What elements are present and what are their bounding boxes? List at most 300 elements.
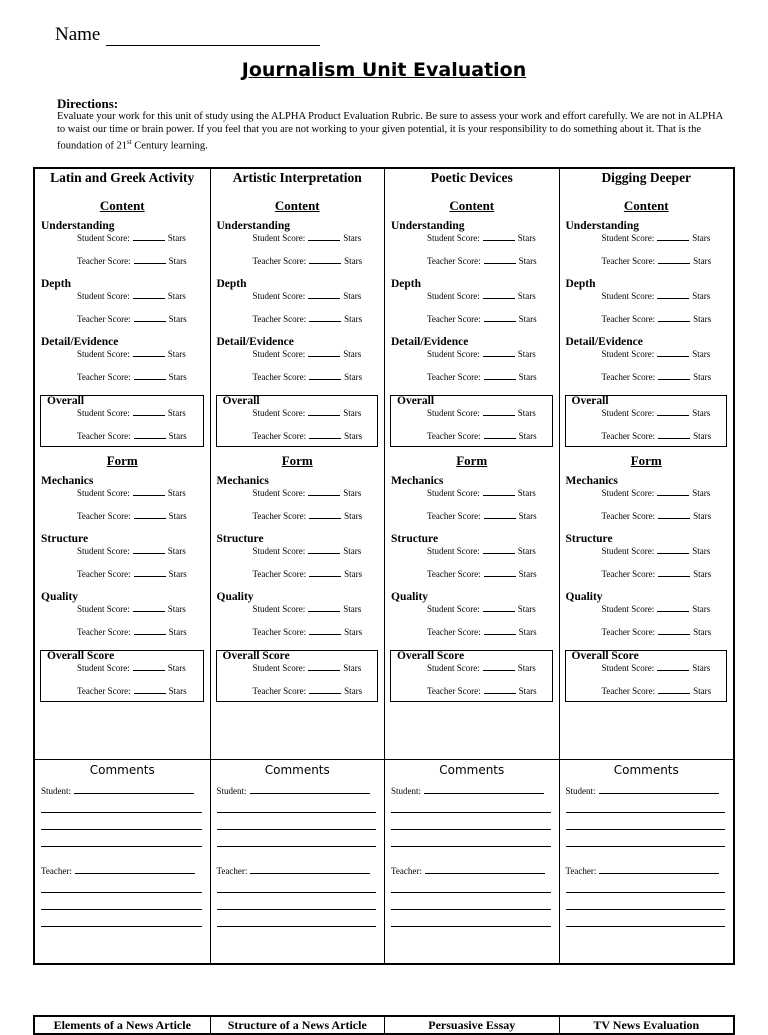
teacher-score-row [602, 371, 734, 383]
student-score-label: Student Score: [601, 408, 655, 418]
criterion-understanding: Understanding [391, 220, 465, 232]
teacher-score-label: Teacher Score: [77, 686, 131, 696]
second-table-header [33, 1015, 735, 1035]
teacher-score-blank[interactable] [309, 430, 341, 439]
teacher-score-row [77, 510, 210, 522]
student-score-blank[interactable] [657, 603, 689, 612]
student-score-row [602, 290, 734, 302]
student-score-blank[interactable] [308, 603, 340, 612]
student-score-blank[interactable] [133, 290, 165, 299]
teacher-score-blank[interactable] [484, 371, 516, 380]
stars-label: Stars [344, 511, 363, 521]
student-score-blank[interactable] [308, 545, 340, 554]
comment-line[interactable] [41, 909, 202, 910]
student-score-label: Student Score: [601, 546, 655, 556]
student-score-row [427, 487, 559, 499]
criterion-structure: Structure [41, 533, 89, 545]
student-score-blank[interactable] [657, 662, 689, 671]
criterion-depth: Depth [41, 278, 72, 290]
comment-line[interactable] [391, 829, 551, 830]
comment-line[interactable] [217, 892, 377, 893]
form-heading: Form [281, 453, 313, 468]
stars-label: Stars [343, 291, 362, 301]
stars-label: Stars [692, 349, 711, 359]
student-score-blank[interactable] [133, 545, 165, 554]
comment-line[interactable] [391, 926, 551, 927]
stars-label: Stars [692, 291, 711, 301]
teacher-score-blank[interactable] [134, 255, 166, 264]
teacher-score-label: Teacher Score: [427, 686, 481, 696]
stars-label: Stars [168, 511, 187, 521]
teacher-score-blank[interactable] [134, 430, 166, 439]
comment-line[interactable] [41, 846, 202, 847]
student-score-row [427, 407, 552, 419]
teacher-score-blank[interactable] [309, 626, 341, 635]
student-score-label: Student Score: [427, 291, 480, 301]
teacher-score-row [427, 685, 552, 697]
student-score-label: Student Score: [427, 488, 480, 498]
student-comment-blank[interactable] [424, 785, 544, 794]
criterion-mechanics: Mechanics [216, 475, 269, 487]
teacher-score-label: Teacher Score: [252, 431, 307, 441]
teacher-score-label: Teacher Score: [427, 431, 481, 441]
teacher-score-label: Teacher Score: [252, 686, 307, 696]
student-score-row [77, 232, 210, 244]
comment-line[interactable] [217, 846, 377, 847]
student-score-label: Student Score: [427, 349, 480, 359]
criterion-quality: Quality [216, 591, 254, 603]
student-score-blank[interactable] [483, 290, 515, 299]
student-score-label: Student Score: [601, 488, 655, 498]
teacher-score-row [602, 255, 734, 267]
teacher-score-blank[interactable] [309, 255, 341, 264]
teacher-score-label: Teacher Score: [252, 314, 307, 324]
teacher-score-blank[interactable] [658, 430, 690, 439]
comment-line[interactable] [566, 926, 726, 927]
teacher-score-blank[interactable] [484, 313, 516, 322]
student-score-blank[interactable] [133, 348, 165, 357]
stars-label: Stars [692, 233, 711, 243]
overall-box [40, 395, 204, 447]
student-score-label: Student Score: [427, 546, 480, 556]
stars-label: Stars [168, 569, 187, 579]
comment-line[interactable] [41, 829, 202, 830]
student-score-label: Student Score: [427, 233, 480, 243]
teacher-score-row [77, 685, 203, 697]
student-score-row [602, 603, 734, 615]
student-score-row [253, 407, 378, 419]
teacher-score-blank[interactable] [134, 313, 166, 322]
criterion-mechanics: Mechanics [565, 475, 618, 487]
student-score-label: Student Score: [252, 408, 306, 418]
comments-heading: Comments [89, 763, 155, 777]
teacher-score-blank[interactable] [484, 685, 516, 694]
teacher-score-row [427, 568, 559, 580]
column-title: Digging Deeper [601, 170, 692, 185]
teacher-score-blank[interactable] [658, 568, 690, 577]
teacher-score-blank[interactable] [309, 313, 341, 322]
student-score-blank[interactable] [308, 407, 340, 416]
teacher-score-label: Teacher Score: [427, 627, 481, 637]
comments-heading: Comments [613, 763, 679, 777]
stars-label: Stars [517, 349, 536, 359]
column-title: Artistic Interpretation [232, 170, 362, 185]
criterion-detail-evidence: Detail/Evidence [391, 336, 469, 348]
stars-label: Stars [344, 627, 363, 637]
criterion-overall: Overall [397, 395, 435, 407]
teacher-score-blank[interactable] [484, 430, 516, 439]
comment-line[interactable] [41, 892, 202, 893]
name-label: Name [55, 24, 101, 45]
teacher-comment-blank[interactable] [250, 865, 370, 874]
teacher-comment-label: Teacher: [41, 866, 72, 876]
teacher-score-blank[interactable] [134, 371, 166, 380]
student-score-label: Student Score: [601, 663, 655, 673]
teacher-score-label: Teacher Score: [601, 627, 656, 637]
comments-heading: Comments [439, 763, 505, 777]
student-score-row [77, 662, 203, 674]
teacher-comment-blank[interactable] [599, 865, 719, 874]
teacher-comment-blank[interactable] [75, 865, 195, 874]
teacher-score-row [77, 313, 210, 325]
directions-sup: st [127, 138, 132, 146]
student-score-blank[interactable] [657, 545, 689, 554]
column-title: Latin and Greek Activity [50, 170, 195, 185]
student-score-row [253, 232, 385, 244]
student-score-blank[interactable] [133, 407, 165, 416]
student-score-blank[interactable] [483, 545, 515, 554]
comment-line[interactable] [391, 846, 551, 847]
teacher-score-row [253, 685, 378, 697]
student-score-blank[interactable] [133, 232, 165, 241]
teacher-score-blank[interactable] [309, 685, 341, 694]
criterion-understanding: Understanding [565, 220, 639, 232]
stars-label: Stars [693, 431, 712, 441]
teacher-score-label: Teacher Score: [601, 314, 656, 324]
stars-label: Stars [167, 663, 186, 673]
content-heading: Content [449, 198, 495, 213]
directions-text-part1: Evaluate your work for this unit of study using the ALPHA Product Evaluation Rubric. Be sure to assess your work and effort carefully. We are not in ALPHA to waist our time or brain power. If you feel that you are not working to your given potential, it is your responsibility to do something about it. That is the foundation of 21 [57, 111, 723, 152]
second-table-column-title: Structure of a News Article [210, 1017, 385, 1033]
comments-section [211, 763, 385, 927]
stars-label: Stars [517, 233, 536, 243]
teacher-score-row [77, 430, 203, 442]
stars-label: Stars [517, 488, 536, 498]
student-score-blank[interactable] [133, 603, 165, 612]
form-heading: Form [456, 453, 488, 468]
stars-label: Stars [344, 569, 363, 579]
teacher-score-blank[interactable] [658, 510, 690, 519]
content-heading: Content [274, 198, 320, 213]
criterion-depth: Depth [565, 278, 596, 290]
directions-text [57, 110, 725, 153]
comment-line[interactable] [391, 812, 551, 813]
teacher-score-row [427, 371, 559, 383]
teacher-score-row [253, 255, 385, 267]
stars-label: Stars [167, 488, 186, 498]
teacher-score-row [253, 626, 385, 638]
teacher-score-blank[interactable] [658, 255, 690, 264]
criterion-depth: Depth [391, 278, 422, 290]
teacher-comment-row [566, 865, 734, 876]
teacher-score-blank[interactable] [658, 313, 690, 322]
stars-label: Stars [168, 256, 187, 266]
stars-label: Stars [343, 604, 362, 614]
teacher-score-blank[interactable] [484, 510, 516, 519]
student-score-row [77, 487, 210, 499]
comments-section [385, 763, 559, 927]
stars-label: Stars [344, 431, 363, 441]
student-score-row [253, 545, 385, 557]
stars-label: Stars [168, 314, 187, 324]
comment-line[interactable] [41, 812, 202, 813]
teacher-comment-blank[interactable] [425, 865, 545, 874]
student-score-blank[interactable] [133, 487, 165, 496]
student-score-blank[interactable] [483, 407, 515, 416]
teacher-score-row [253, 313, 385, 325]
student-score-blank[interactable] [483, 487, 515, 496]
student-score-label: Student Score: [252, 604, 306, 614]
teacher-score-label: Teacher Score: [427, 372, 481, 382]
student-score-blank[interactable] [308, 662, 340, 671]
stars-label: Stars [517, 291, 536, 301]
teacher-score-label: Teacher Score: [77, 372, 131, 382]
stars-label: Stars [167, 349, 186, 359]
student-score-row [427, 603, 559, 615]
teacher-score-label: Teacher Score: [77, 314, 131, 324]
student-score-label: Student Score: [252, 291, 306, 301]
teacher-score-label: Teacher Score: [252, 511, 307, 521]
student-score-row [427, 232, 559, 244]
column-3 [384, 169, 559, 963]
student-score-row [602, 545, 734, 557]
teacher-score-label: Teacher Score: [601, 569, 656, 579]
criterion-structure: Structure [565, 533, 613, 545]
student-score-blank[interactable] [657, 232, 689, 241]
student-comment-blank[interactable] [250, 785, 370, 794]
stars-label: Stars [167, 546, 186, 556]
teacher-score-label: Teacher Score: [77, 431, 131, 441]
student-score-row [77, 545, 210, 557]
student-score-blank[interactable] [483, 603, 515, 612]
teacher-score-label: Teacher Score: [252, 569, 307, 579]
student-comment-label: Student: [565, 786, 596, 796]
student-score-label: Student Score: [252, 349, 306, 359]
comment-line[interactable] [391, 892, 551, 893]
stars-label: Stars [344, 314, 363, 324]
teacher-score-label: Teacher Score: [252, 627, 307, 637]
teacher-score-blank[interactable] [134, 685, 166, 694]
teacher-score-blank[interactable] [309, 510, 341, 519]
stars-label: Stars [518, 627, 537, 637]
teacher-score-blank[interactable] [484, 626, 516, 635]
stars-label: Stars [693, 314, 712, 324]
student-score-row [602, 232, 734, 244]
teacher-score-row [602, 568, 734, 580]
stars-label: Stars [518, 569, 537, 579]
student-score-label: Student Score: [77, 604, 130, 614]
student-comment-row [41, 785, 210, 796]
student-comment-row [217, 785, 385, 796]
stars-label: Stars [692, 408, 711, 418]
student-score-label: Student Score: [427, 604, 480, 614]
student-score-label: Student Score: [77, 546, 130, 556]
stars-label: Stars [167, 604, 186, 614]
student-score-label: Student Score: [601, 604, 655, 614]
comment-line[interactable] [217, 926, 377, 927]
second-table-column-title: Elements of a News Article [53, 1018, 191, 1032]
overall-score-box [40, 650, 204, 702]
comment-line[interactable] [217, 829, 377, 830]
teacher-score-row [77, 626, 210, 638]
comment-line[interactable] [566, 846, 726, 847]
comment-line[interactable] [391, 909, 551, 910]
stars-label: Stars [344, 372, 363, 382]
teacher-score-row [427, 626, 559, 638]
stars-label: Stars [343, 349, 362, 359]
student-comment-label: Student: [391, 786, 422, 796]
criterion-overall: Overall [571, 395, 609, 407]
stars-label: Stars [518, 431, 537, 441]
form-heading: Form [630, 453, 662, 468]
stars-label: Stars [692, 663, 711, 673]
teacher-score-row [602, 313, 734, 325]
student-score-label: Student Score: [601, 349, 655, 359]
stars-label: Stars [517, 663, 536, 673]
comment-line[interactable] [41, 926, 202, 927]
teacher-score-label: Teacher Score: [427, 569, 481, 579]
teacher-score-blank[interactable] [484, 255, 516, 264]
student-score-blank[interactable] [483, 662, 515, 671]
teacher-score-label: Teacher Score: [601, 686, 656, 696]
stars-label: Stars [693, 569, 712, 579]
stars-label: Stars [693, 686, 712, 696]
student-score-blank[interactable] [657, 290, 689, 299]
student-score-blank[interactable] [308, 232, 340, 241]
student-score-label: Student Score: [77, 663, 130, 673]
stars-label: Stars [343, 546, 362, 556]
criterion-structure: Structure [391, 533, 439, 545]
student-comment-label: Student: [41, 786, 72, 796]
teacher-score-blank[interactable] [309, 371, 341, 380]
comments-heading: Comments [264, 763, 330, 777]
student-score-label: Student Score: [77, 233, 130, 243]
comment-line[interactable] [566, 812, 726, 813]
evaluation-table [33, 167, 735, 965]
criterion-understanding: Understanding [216, 220, 290, 232]
comment-line[interactable] [217, 909, 377, 910]
name-field [55, 24, 320, 46]
teacher-score-blank[interactable] [658, 371, 690, 380]
student-score-label: Student Score: [77, 291, 130, 301]
teacher-score-label: Teacher Score: [77, 627, 131, 637]
stars-label: Stars [517, 408, 536, 418]
student-score-row [427, 662, 552, 674]
student-score-blank[interactable] [483, 232, 515, 241]
stars-label: Stars [344, 256, 363, 266]
student-score-blank[interactable] [483, 348, 515, 357]
student-score-blank[interactable] [657, 487, 689, 496]
criterion-structure: Structure [216, 533, 264, 545]
teacher-score-row [427, 430, 552, 442]
overall-score-box [390, 650, 553, 702]
teacher-comment-row [41, 865, 210, 876]
student-score-label: Student Score: [77, 408, 130, 418]
overall-score-box [565, 650, 728, 702]
comment-line[interactable] [566, 829, 726, 830]
student-score-row [253, 487, 385, 499]
stars-label: Stars [343, 233, 362, 243]
student-comment-blank[interactable] [74, 785, 194, 794]
student-score-label: Student Score: [601, 291, 655, 301]
name-blank-line[interactable] [106, 27, 320, 46]
student-score-blank[interactable] [308, 348, 340, 357]
student-score-label: Student Score: [427, 408, 480, 418]
criterion-mechanics: Mechanics [391, 475, 444, 487]
teacher-score-blank[interactable] [134, 568, 166, 577]
student-score-blank[interactable] [308, 290, 340, 299]
teacher-score-row [602, 685, 727, 697]
teacher-score-row [253, 510, 385, 522]
student-comment-label: Student: [216, 786, 247, 796]
criterion-understanding: Understanding [41, 220, 115, 232]
overall-score-box [216, 650, 379, 702]
student-score-row [602, 348, 734, 360]
overall-box [390, 395, 553, 447]
student-score-blank[interactable] [133, 662, 165, 671]
student-score-blank[interactable] [657, 407, 689, 416]
stars-label: Stars [343, 408, 362, 418]
student-score-row [253, 290, 385, 302]
student-score-row [427, 545, 559, 557]
student-score-blank[interactable] [657, 348, 689, 357]
column-4 [559, 169, 734, 963]
comments-section [35, 763, 210, 927]
stars-label: Stars [692, 604, 711, 614]
student-score-row [77, 407, 203, 419]
student-score-row [427, 290, 559, 302]
teacher-score-label: Teacher Score: [601, 511, 656, 521]
teacher-score-blank[interactable] [658, 685, 690, 694]
student-score-label: Student Score: [252, 233, 306, 243]
teacher-score-blank[interactable] [134, 510, 166, 519]
criterion-detail-evidence: Detail/Evidence [41, 336, 119, 348]
criterion-detail-evidence: Detail/Evidence [565, 336, 643, 348]
comments-section [560, 763, 734, 927]
student-score-row [602, 662, 727, 674]
teacher-score-blank[interactable] [309, 568, 341, 577]
comment-line[interactable] [566, 892, 726, 893]
comment-line[interactable] [566, 909, 726, 910]
teacher-comment-row [217, 865, 385, 876]
teacher-score-blank[interactable] [134, 626, 166, 635]
stars-label: Stars [167, 408, 186, 418]
student-score-blank[interactable] [308, 487, 340, 496]
student-score-row [602, 487, 734, 499]
student-score-row [77, 348, 210, 360]
teacher-score-blank[interactable] [658, 626, 690, 635]
content-heading: Content [623, 198, 669, 213]
second-table-column-title: Persuasive Essay [384, 1017, 559, 1033]
student-comment-blank[interactable] [599, 785, 719, 794]
teacher-score-label: Teacher Score: [601, 431, 656, 441]
teacher-score-row [602, 430, 727, 442]
student-score-row [602, 407, 727, 419]
stars-label: Stars [168, 627, 187, 637]
teacher-score-blank[interactable] [484, 568, 516, 577]
comment-line[interactable] [217, 812, 377, 813]
criterion-detail-evidence: Detail/Evidence [216, 336, 294, 348]
